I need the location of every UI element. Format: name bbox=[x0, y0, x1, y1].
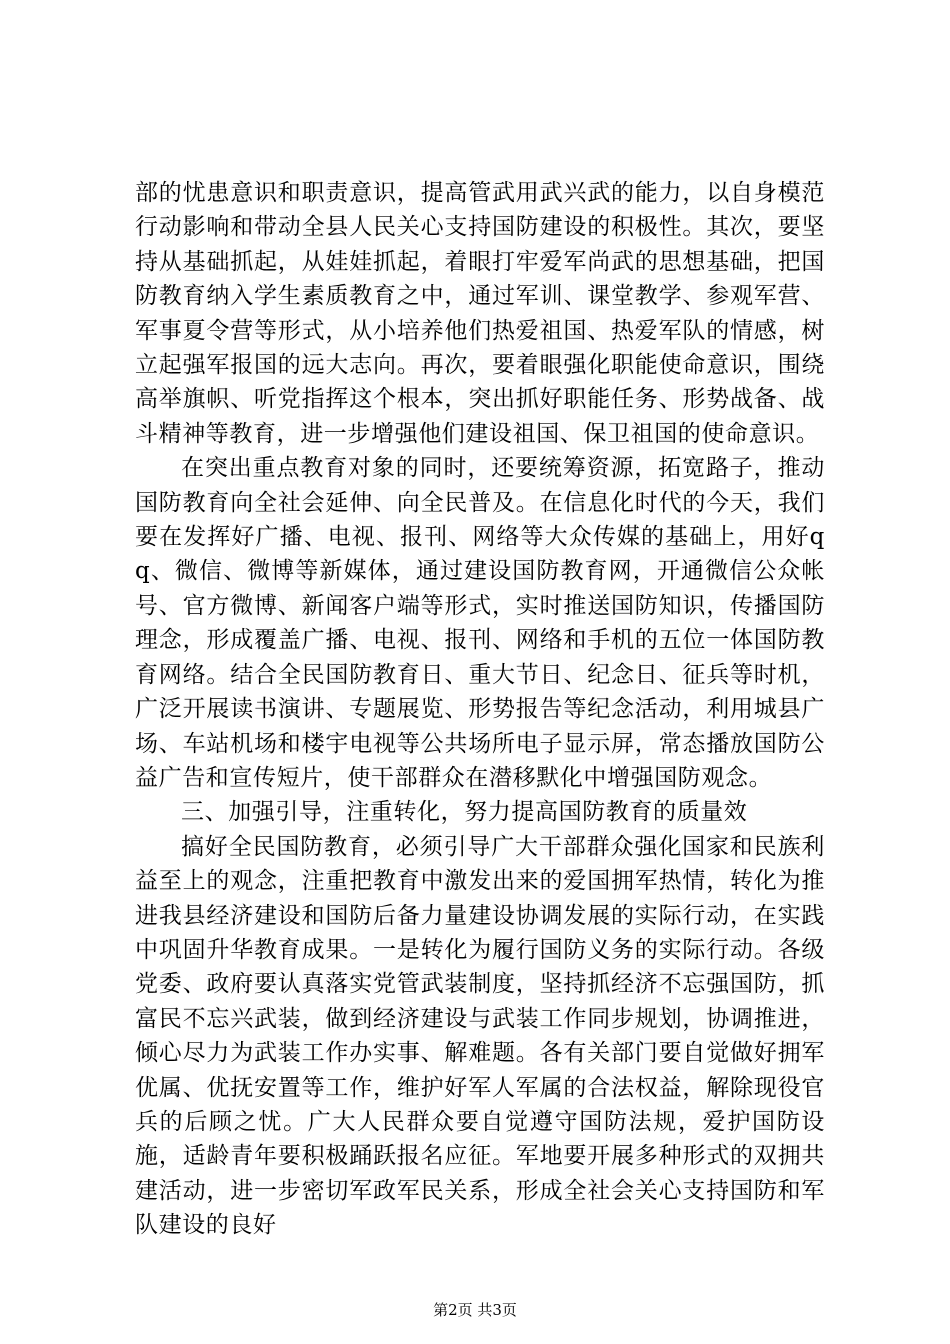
section-heading: 三、加强引导，注重转化，努力提高国防教育的质量效 bbox=[181, 799, 748, 826]
paragraph-media-education: 在突出重点教育对象的同时，还要统筹资源，拓宽路子，推动国防教育向全社会延伸、向全民普及。在信息化时代的今天，我们要在发挥好广播、电视、报刊、网络等大众传媒的基础上，用好qq、微信、微博等新媒体，通过建设国防教育网，开通微信公众帐号、官方微博、新闻客户端等形式，实时推送国防知识，传播国防理念，形成覆盖广播、电视、报刊、网络和手机的五位一体国防教育网络。结合全民国防教育日、重大节日、纪念日、征兵等时机，广泛开展读书演讲、专题展览、形势报告等纪念活动，利用城县广场、车站机场和楼宇电视等公共场所电子显示屏，常态播放国防公益广告和宣传短片，使干部群众在潜移默化中增强国防观念。 bbox=[135, 455, 825, 791]
paragraph-continuation: 部的忧患意识和职责意识，提高管武用武兴武的能力，以自身模范行动影响和带动全县人民关心支持国防建设的积极性。其次，要坚持从基础抓起，从娃娃抓起，着眼打牢爱军尚武的思想基础，把国防教育纳入学生素质教育之中，通过军训、课堂教学、参观军营、军事夏令营等形式，从小培养他们热爱祖国、热爱军队的情感，树立起强军报国的远大志向。再次，要着眼强化职能使命意识，围绕高举旗帜、听党指挥这个根本，突出抓好职能任务、形势战备、战斗精神等教育，进一步增强他们建设祖国、保卫祖国的使命意识。 bbox=[135, 180, 825, 447]
paragraph-guidance: 搞好全民国防教育，必须引导广大干部群众强化国家和民族利益至上的观念，注重把教育中激发出来的爱国拥军热情，转化为推进我县经济建设和国防后备力量建设协调发展的实际行动，在实践中巩固升华教育成果。一是转化为履行国防义务的实际行动。各级党委、政府要认真落实党管武装制度，坚持抓经济不忘强国防，抓富民不忘兴武装，做到经济建设与武装工作同步规划，协调推进，倾心尽力为武装工作办实事、解难题。各有关部门要自觉做好拥军优属、优抚安置等工作，维护好军人军属的合法权益，解除现役官兵的后顾之忧。广大人民群众要自觉遵守国防法规，爱护国防设施，适龄青年要积极踊跃报名应征。军地要开展多种形式的双拥共建活动，进一步密切军政军民关系，形成全社会关心支持国防和军队建设的良好 bbox=[135, 833, 825, 1239]
document-body bbox=[135, 176, 825, 1243]
page-number-footer: 第2页 共3页 bbox=[433, 1301, 517, 1319]
